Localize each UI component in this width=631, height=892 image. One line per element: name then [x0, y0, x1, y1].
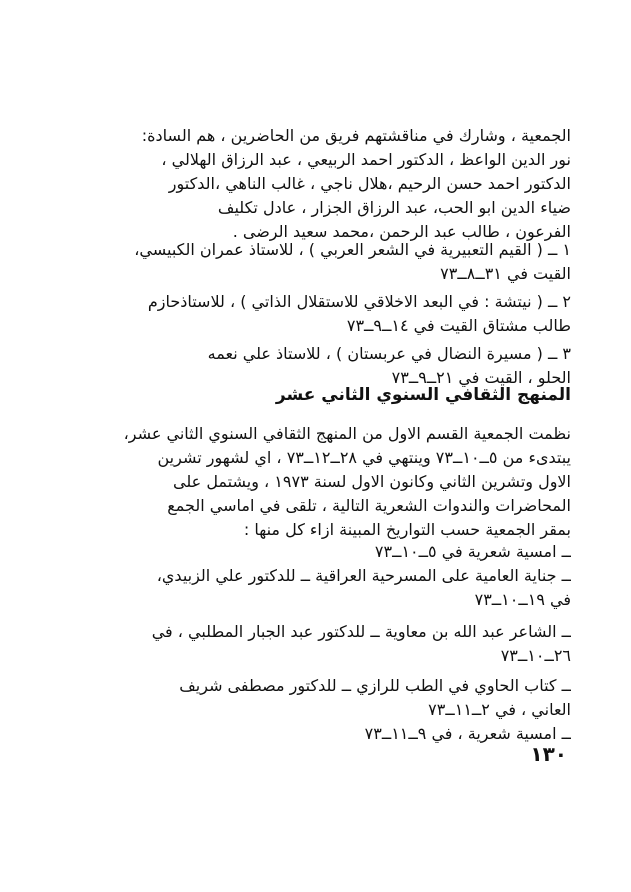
- text-line: الجمعية ، وشارك في مناقشتهم فريق من الحاضرين ، هم السادة:: [141, 126, 571, 145]
- text-line: يبتدىء من ٥ــ١٠ــ٧٣ وينتهي في ٢٨ــ١٢ــ٧٣ ، اي لشهور تشرين: [157, 448, 571, 467]
- text-line: المحاضرات والندوات الشعرية التالية ، تلقى في اماسي الجمع: [167, 496, 571, 515]
- lectures-list: [51, 238, 571, 390]
- program-paragraph: [51, 422, 571, 542]
- event-line: ــ امسية شعرية في ٥ــ١٠ــ٧٣: [374, 542, 571, 561]
- lecture-line: القيت في ٣١ــ٨ــ٧٣: [440, 264, 571, 283]
- event-line: ــ كتاب الحاوي في الطب للرازي ــ للدكتور مصطفى شريف: [179, 676, 571, 695]
- lecture-line: طالب مشتاق القيت في ١٤ــ٩ــ٧٣: [346, 316, 571, 335]
- text-line: بمقر الجمعية حسب التواريخ المبينة ازاء كل منها :: [243, 520, 571, 539]
- page-number: ١٣٠: [530, 742, 567, 766]
- lecture-line: ١ ــ ( القيم التعبيرية في الشعر العربي ) ، للاستاذ عمران الكبيسي،: [134, 240, 571, 259]
- events-list: [51, 540, 571, 746]
- event-line: العاني ، في ٢ــ١١ــ٧٣: [428, 700, 571, 719]
- text-line: الدكتور احمد حسن الرحيم ،هلال ناجي ، غالب الناهي ،الدكتور: [168, 174, 571, 193]
- event-line: ــ جناية العامية على المسرحية العراقية ــ للدكتور علي الزبيدي،: [156, 566, 571, 585]
- event-line: ٢٦ــ١٠ــ٧٣: [500, 646, 571, 665]
- event-line: في ١٩ــ١٠ــ٧٣: [474, 590, 571, 609]
- event-line: ــ الشاعر عبد الله بن معاوية ــ للدكتور عبد الجبار المطلبي ، في: [151, 622, 571, 641]
- text-line: نور الدين الواعظ ، الدكتور احمد الربيعي ، عبد الرزاق الهلالي ،: [161, 150, 571, 169]
- section-heading: المنهج الثقافي السنوي الثاني عشر: [275, 385, 571, 405]
- lecture-line: ٣ ــ ( مسيرة النضال في عربستان ) ، للاستاذ علي نعمه: [207, 344, 571, 363]
- event-line: ــ امسية شعرية ، في ٩ــ١١ــ٧٣: [364, 724, 571, 743]
- text-line: الفرعون ، طالب عبد الرحمن ،محمد سعيد الرضى .: [232, 222, 571, 241]
- text-line: الاول وتشرين الثاني وكانون الاول لسنة ١٩٧٣ ، ويشتمل على: [173, 472, 571, 491]
- lecture-line: الحلو ، القيت في ٢١ــ٩ــ٧٣: [391, 368, 571, 387]
- lecture-line: ٢ ــ ( نيتشة : في البعد الاخلاقي للاستقلال الذاتي ) ، للاستاذحازم: [147, 292, 571, 311]
- text-line: نظمت الجمعية القسم الاول من المنهج الثقافي السنوي الثاني عشر،: [123, 424, 571, 443]
- text-line: ضياء الدين ابو الحب، عبد الرزاق الجزار ، عادل تكليف: [217, 198, 571, 217]
- participants-paragraph: [51, 124, 571, 244]
